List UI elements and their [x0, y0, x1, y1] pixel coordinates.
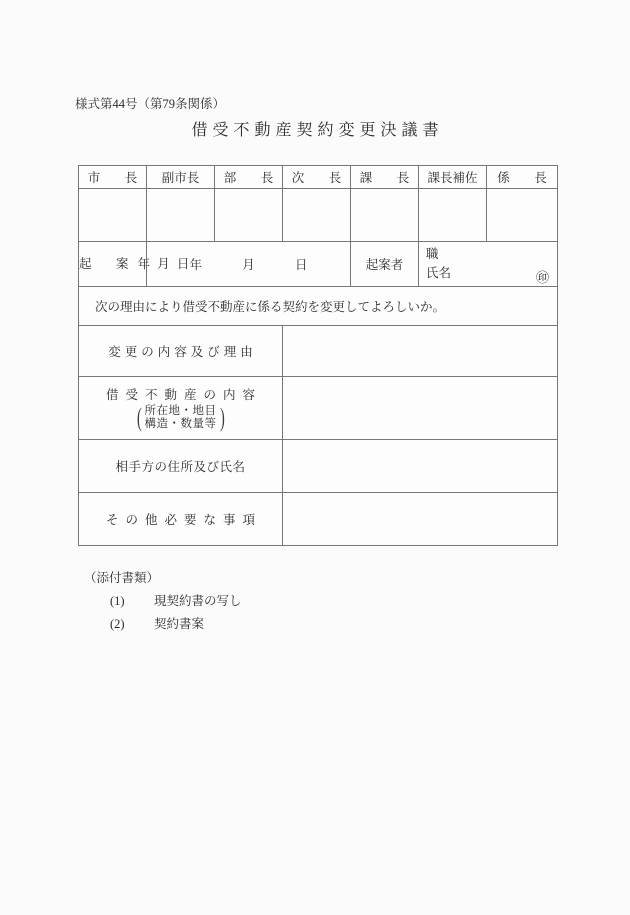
signature-cell-deputy-mayor[interactable]: [147, 189, 215, 242]
attachment-label: 契約書案: [154, 617, 205, 632]
approval-header-assistant-section-chief: 課長補佐: [419, 166, 487, 189]
attachments-section: [84, 568, 242, 636]
signature-cell-assistant-section-chief[interactable]: [419, 189, 487, 242]
draft-date-label-line2: 年 月 日: [137, 256, 192, 271]
input-other-necessary-matters[interactable]: [283, 493, 558, 546]
approval-header-section-chief: 課 長: [351, 166, 419, 189]
approval-header-department-head: 部 長: [215, 166, 283, 189]
bracket-left-icon: (: [136, 403, 142, 433]
list-item: [84, 590, 242, 613]
approval-header-row: [79, 166, 558, 189]
day-label: 日: [295, 258, 308, 272]
label-counterparty-address-name: [79, 440, 283, 493]
label-property-content: [79, 377, 283, 440]
statement-row: [79, 287, 558, 326]
signature-cell-section-chief[interactable]: [351, 189, 419, 242]
label-change-content-reason: [79, 326, 283, 377]
approval-header-deputy-mayor: 副市長: [147, 166, 215, 189]
label-property-content-text: 借受不動産の内容: [105, 387, 262, 402]
attachments-title: （添付書類）: [84, 571, 160, 585]
drafter-post-name-cell[interactable]: [419, 242, 558, 287]
statement-text: 次の理由により借受不動産に係る契約を変更してよろしいか。: [79, 287, 558, 326]
label-counterparty-address-name-text: 相手方の住所及び氏名: [115, 460, 246, 474]
table-row: [79, 493, 558, 546]
input-property-content[interactable]: [283, 377, 558, 440]
drafter-label: 起案者: [351, 242, 419, 287]
label-change-content-reason-text: 変更の内容及び理由: [108, 345, 257, 359]
attachment-label: 現契約書の写し: [154, 594, 242, 608]
label-other-necessary-matters-text: その他必要な事項: [105, 513, 262, 527]
month-label: 月: [242, 258, 255, 272]
label-property-sub-line1: 所在地・地目: [144, 404, 217, 417]
drafter-name-label: 氏名: [426, 266, 452, 280]
form-number: 様式第44号（第79条関係）: [75, 97, 226, 111]
signature-cell-unit-chief[interactable]: [487, 189, 558, 242]
page-title: 借受不動産契約変更決議書: [191, 122, 444, 139]
year-label: 年: [189, 258, 202, 272]
input-counterparty-address-name[interactable]: [283, 440, 558, 493]
draft-date-label: [79, 242, 192, 287]
attachment-number: (2): [110, 617, 125, 632]
decision-form-table: [78, 165, 558, 546]
approval-header-unit-chief: 係 長: [487, 166, 558, 189]
table-row: [79, 440, 558, 493]
signature-cell-department-head[interactable]: [215, 189, 283, 242]
list-item: [84, 613, 242, 636]
label-property-sub-line2: 構造・数量等: [144, 418, 217, 430]
table-row: [79, 377, 558, 440]
draft-date-row: [79, 242, 558, 287]
approval-signature-row: [79, 189, 558, 242]
table-row: [79, 326, 558, 377]
attachments-list: [84, 590, 242, 636]
draft-date-label-line1: 起 案: [79, 256, 135, 271]
input-change-content-reason[interactable]: [283, 326, 558, 377]
signature-cell-mayor[interactable]: [79, 189, 147, 242]
attachment-number: (1): [110, 594, 125, 608]
label-other-necessary-matters: [79, 493, 283, 546]
seal-icon: ㊞: [535, 270, 549, 285]
drafter-post-label: 職: [426, 246, 439, 261]
approval-header-deputy-department-head: 次 長: [283, 166, 351, 189]
bracket-right-icon: ): [219, 403, 225, 433]
signature-cell-deputy-department-head[interactable]: [283, 189, 351, 242]
approval-header-mayor: 市 長: [79, 166, 147, 189]
label-property-content-sub: [83, 405, 278, 431]
